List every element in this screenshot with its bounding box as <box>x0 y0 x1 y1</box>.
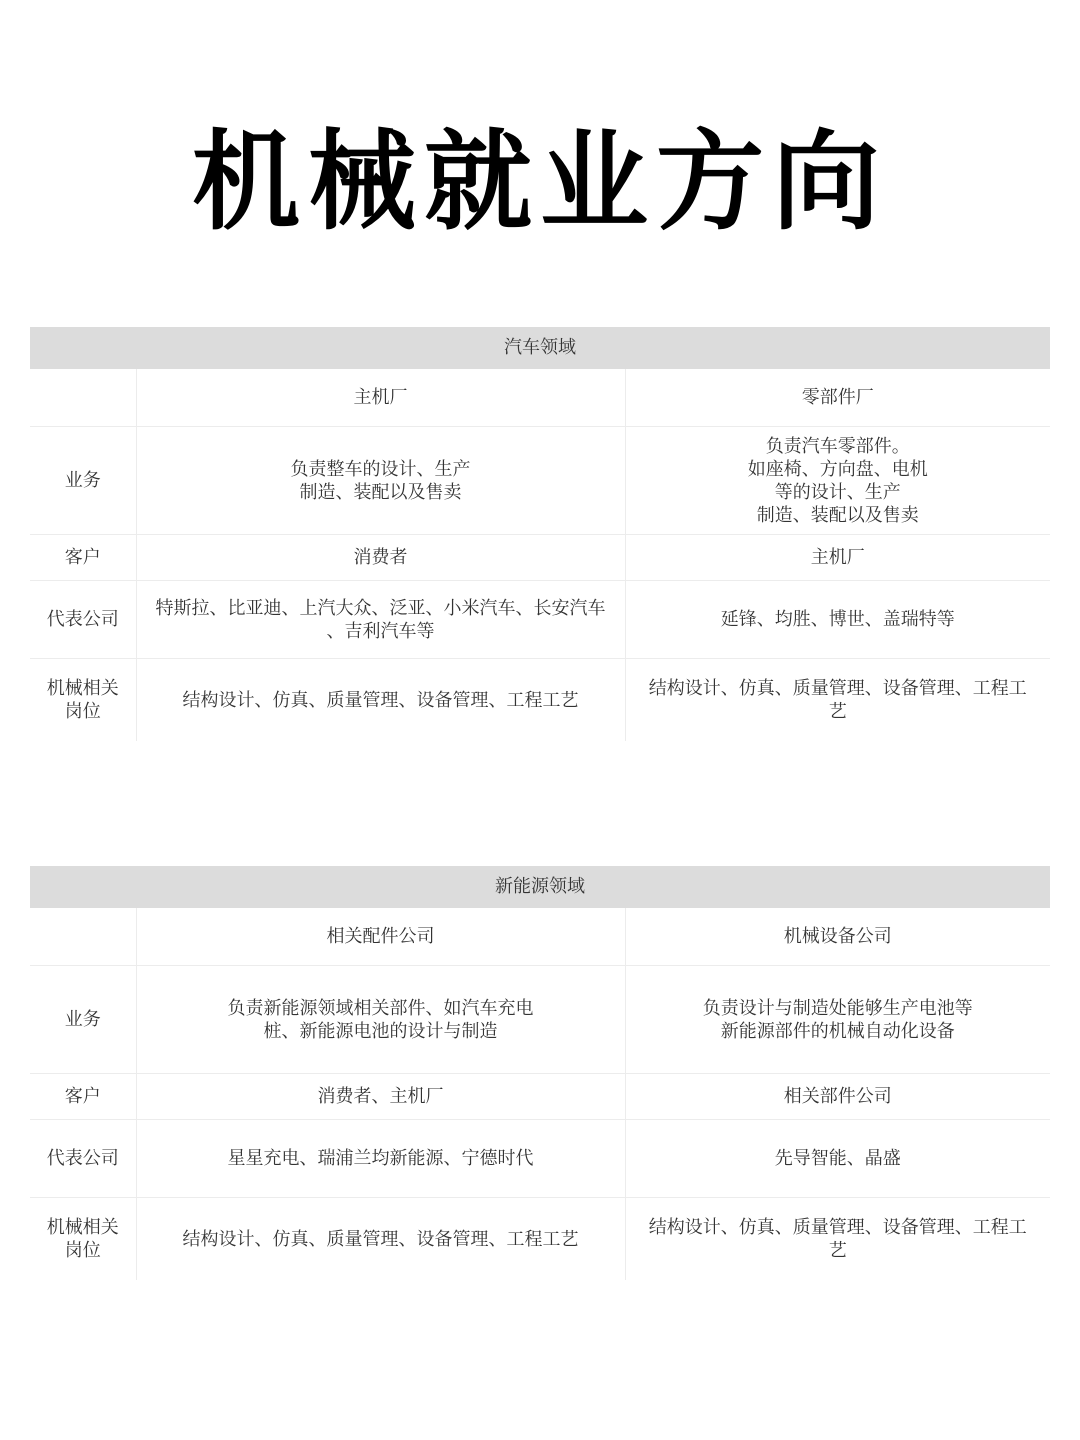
row-label: 业务 <box>30 427 136 535</box>
page-title: 机械就业方向 <box>191 120 888 245</box>
automotive-section <box>30 327 1050 741</box>
table-header-row <box>30 908 1050 966</box>
section-header: 新能源领域 <box>30 866 1050 908</box>
table-cell: 星星充电、瑞浦兰均新能源、宁德时代 <box>136 1120 625 1198</box>
table-cell: 结构设计、仿真、质量管理、设备管理、工程工艺 <box>136 659 625 742</box>
row-label: 机械相关 岗位 <box>30 1198 136 1281</box>
table-cell: 消费者 <box>136 535 625 581</box>
table-row <box>30 535 1050 581</box>
table-row <box>30 427 1050 535</box>
row-label: 代表公司 <box>30 581 136 659</box>
table-row <box>30 1198 1050 1281</box>
table-cell: 相关部件公司 <box>625 1074 1050 1120</box>
table-cell: 结构设计、仿真、质量管理、设备管理、工程工艺 <box>136 1198 625 1281</box>
table-cell: 消费者、主机厂 <box>136 1074 625 1120</box>
table-cell: 负责整车的设计、生产 制造、装配以及售卖 <box>136 427 625 535</box>
table-cell: 结构设计、仿真、质量管理、设备管理、工程工 艺 <box>648 1217 1027 1261</box>
row-label: 业务 <box>30 966 136 1074</box>
column-header: 主机厂 <box>136 369 625 427</box>
table-cell: 负责新能源领域相关部件、如汽车充电 桩、新能源电池的设计与制造 <box>136 966 625 1074</box>
row-label: 机械相关 岗位 <box>30 659 136 742</box>
table-cell: 负责设计与制造处能够生产电池等 新能源部件的机械自动化设备 <box>625 966 1050 1074</box>
table-cell: 结构设计、仿真、质量管理、设备管理、工程工 艺 <box>648 678 1027 722</box>
automotive-table <box>30 369 1050 741</box>
table-header-row <box>30 369 1050 427</box>
column-header: 相关配件公司 <box>136 908 625 966</box>
table-row <box>30 1074 1050 1120</box>
table-cell: 延锋、均胜、博世、盖瑞特等 <box>625 581 1050 659</box>
column-header: 零部件厂 <box>625 369 1050 427</box>
empty-corner-cell <box>30 908 136 966</box>
table-cell: 负责汽车零部件。 如座椅、方向盘、电机 等的设计、生产 制造、装配以及售卖 <box>625 427 1050 535</box>
column-header: 机械设备公司 <box>625 908 1050 966</box>
table-cell: 主机厂 <box>625 535 1050 581</box>
new-energy-table <box>30 908 1050 1280</box>
row-label: 客户 <box>30 1074 136 1120</box>
table-row <box>30 1120 1050 1198</box>
table-cell: 先导智能、晶盛 <box>625 1120 1050 1198</box>
empty-corner-cell <box>30 369 136 427</box>
new-energy-section <box>30 866 1050 1280</box>
row-label: 客户 <box>30 535 136 581</box>
table-row <box>30 659 1050 742</box>
table-row <box>30 966 1050 1074</box>
table-cell: 特斯拉、比亚迪、上汽大众、泛亚、小米汽车、长安汽车 、吉利汽车等 <box>136 581 625 659</box>
row-label: 代表公司 <box>30 1120 136 1198</box>
section-header: 汽车领域 <box>30 327 1050 369</box>
table-row <box>30 581 1050 659</box>
